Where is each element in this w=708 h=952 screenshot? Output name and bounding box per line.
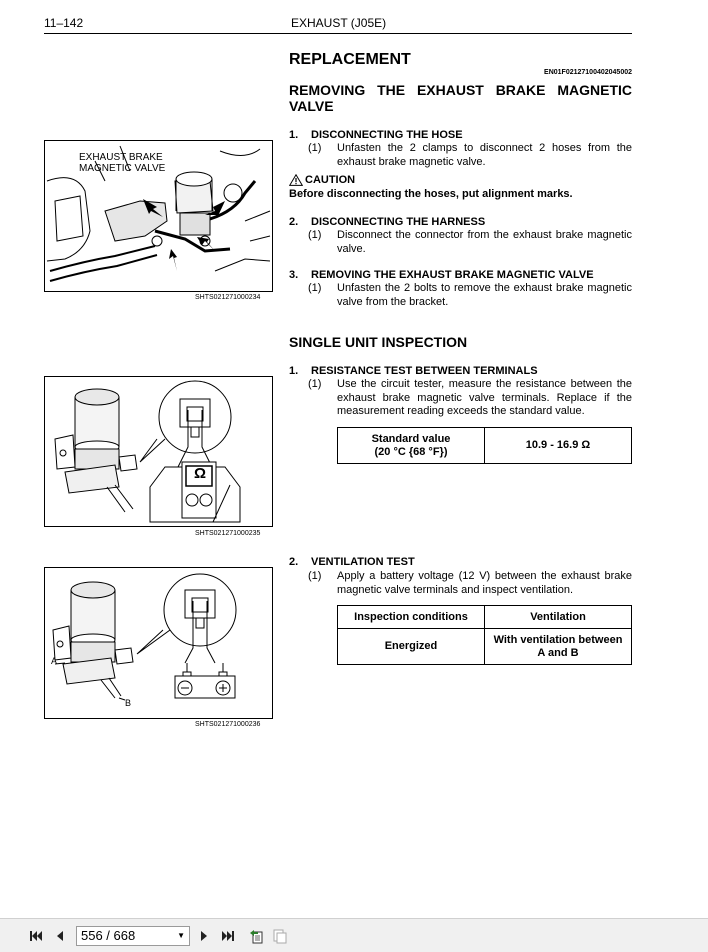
next-view-icon: [272, 928, 288, 944]
step-3-title: 3. REMOVING THE EXHAUST BRAKE MAGNETIC VALVE: [289, 269, 594, 281]
first-page-button[interactable]: [28, 928, 44, 944]
previous-page-button[interactable]: [52, 928, 68, 944]
table-cell-result: With ventilation between A and B: [485, 629, 632, 665]
caution-text: Before disconnecting the hoses, put alignment marks.: [289, 188, 573, 200]
resistance-test-instruction: (1) Use the circuit tester, measure the resistance between the exhaust brake magnetic valve terminals. Replace if the measurement reading exceeds the standard value.: [308, 378, 632, 417]
port-a-label: A: [51, 656, 58, 666]
caution-label: CAUTION: [289, 174, 355, 186]
standard-value-table: [337, 427, 632, 464]
figure-1-code: SHTS021271000234: [195, 294, 261, 301]
ventilation-test-title: 2. VENTILATION TEST: [289, 556, 415, 568]
last-page-icon: [221, 929, 235, 943]
header-rule: [44, 33, 632, 34]
warning-icon: [289, 174, 303, 186]
chevron-down-icon[interactable]: ▼: [177, 931, 185, 940]
figure-callout-label: EXHAUST BRAKE MAGNETIC VALVE: [79, 152, 166, 174]
inspection-heading: SINGLE UNIT INSPECTION: [289, 334, 468, 350]
previous-view-button[interactable]: [248, 928, 264, 944]
doc-code: EN01F02127100402045002: [544, 69, 632, 76]
next-view-button[interactable]: [272, 928, 288, 944]
procedure-title: REMOVING THE EXHAUST BRAKE MAGNETIC VALVE: [289, 82, 632, 114]
figure-valve-location: [44, 140, 273, 292]
ventilation-table: [337, 605, 632, 665]
step-2-instruction: (1) Disconnect the connector from the exhaust brake magnetic valve.: [308, 229, 632, 255]
resistance-test-title: 1. RESISTANCE TEST BETWEEN TERMINALS: [289, 365, 538, 377]
table-header-ventilation: Ventilation: [485, 606, 632, 629]
last-page-button[interactable]: [220, 928, 236, 944]
standard-value: 10.9 - 16.9 Ω: [485, 428, 632, 464]
figure-2-code: SHTS021271000235: [195, 530, 261, 537]
ventilation-test-illustration: [45, 568, 272, 718]
port-b-label: B: [125, 698, 132, 708]
step-3-instruction: (1) Unfasten the 2 bolts to remove the exhaust brake magnetic valve from the bracket.: [308, 282, 632, 308]
resistance-test-illustration: [45, 377, 272, 526]
ventilation-test-instruction: (1) Apply a battery voltage (12 V) between the exhaust brake magnetic valve terminals and inspect ventilation.: [308, 570, 632, 596]
ohm-symbol: Ω: [193, 465, 207, 482]
previous-page-icon: [53, 929, 67, 943]
table-header-conditions: Inspection conditions: [338, 606, 485, 629]
table-cell-condition: Energized: [338, 629, 485, 665]
figure-3-code: SHTS021271000236: [195, 721, 261, 728]
section-title: EXHAUST (J05E): [291, 16, 387, 30]
figure-resistance-test: [44, 376, 273, 527]
figure-ventilation-test: [44, 567, 273, 719]
previous-view-icon: [248, 928, 264, 944]
page-number: 11–142: [44, 16, 84, 30]
viewer-toolbar: [0, 918, 708, 952]
step-1-instruction: (1) Unfasten the 2 clamps to disconnect 2 hoses from the exhaust brake magnetic valve.: [308, 142, 632, 168]
standard-value-label: Standard value (20 °C {68 °F}): [338, 428, 485, 464]
step-2-title: 2. DISCONNECTING THE HARNESS: [289, 216, 486, 228]
page-number-field[interactable]: 556 / 668 ▼: [76, 926, 190, 946]
replacement-heading: REPLACEMENT: [289, 51, 411, 68]
first-page-icon: [29, 929, 43, 943]
next-page-button[interactable]: [196, 928, 212, 944]
next-page-icon: [197, 929, 211, 943]
step-1-title: 1. DISCONNECTING THE HOSE: [289, 129, 463, 141]
